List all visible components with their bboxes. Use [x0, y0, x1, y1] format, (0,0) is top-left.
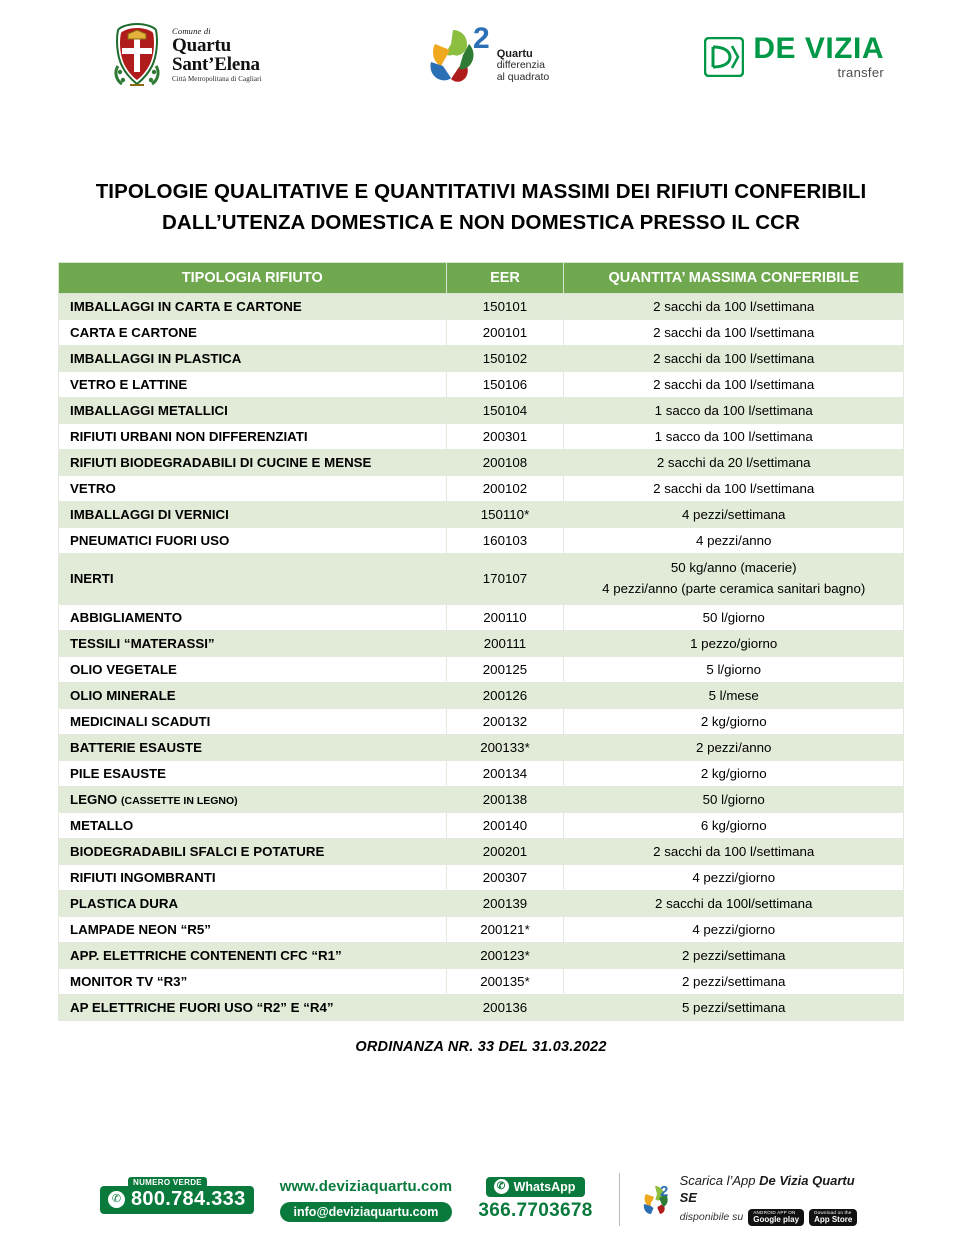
table-row [59, 656, 904, 682]
cell-eer: 200126 [446, 682, 564, 708]
numero-verde-label: NUMERO VERDE [128, 1177, 207, 1188]
cell-quantita: 2 pezzi/settimana [564, 942, 904, 968]
cell-eer: 150106 [446, 372, 564, 398]
website-link[interactable]: www.deviziaquartu.com [279, 1177, 453, 1195]
cell-eer: 150101 [446, 294, 564, 320]
comune-line3: Sant’Elena [172, 54, 260, 76]
cell-quantita: 5 l/giorno [564, 656, 904, 682]
table-row [59, 346, 904, 372]
cell-tipologia: VETRO [59, 476, 447, 502]
app-promo-name: De Vizia Quartu SE [679, 1173, 855, 1205]
cell-tipologia: MONITOR TV “R3” [59, 968, 447, 994]
whatsapp-icon: ✆ [494, 1179, 509, 1194]
table-row [59, 708, 904, 734]
devizia-tagline: transfer [837, 65, 884, 80]
cell-quantita: 5 pezzi/settimana [564, 994, 904, 1020]
cell-eer: 200123* [446, 942, 564, 968]
cell-quantita: 2 kg/giorno [564, 708, 904, 734]
cell-quantita: 1 sacco da 100 l/settimana [564, 424, 904, 450]
cell-eer: 200121* [446, 916, 564, 942]
cell-quantita: 50 l/giorno [564, 604, 904, 630]
cell-quantita: 2 sacchi da 100 l/settimana [564, 346, 904, 372]
cell-quantita: 2 sacchi da 100 l/settimana [564, 838, 904, 864]
page-title: TIPOLOGIE QUALITATIVE E QUANTITATIVI MASSIMI DEI RIFIUTI CONFERIBILI DALL’UTENZA DOMESTICA E NON DOMESTICA PRESSO IL CCR [95, 180, 867, 235]
cell-quantita: 2 sacchi da 100 l/settimana [564, 372, 904, 398]
col-header-quantita: QUANTITA’ MASSIMA CONFERIBILE [564, 263, 904, 294]
cell-tipologia: PLASTICA DURA [59, 890, 447, 916]
cell-tipologia: PILE ESAUSTE [59, 760, 447, 786]
table-row [59, 528, 904, 554]
comune-line2: Quartu [172, 34, 231, 56]
cell-quantita: 4 pezzi/giorno [564, 864, 904, 890]
table-row [59, 968, 904, 994]
cell-eer: 200136 [446, 994, 564, 1020]
cell-tipologia: TESSILI “MATERASSI” [59, 630, 447, 656]
table-row [59, 450, 904, 476]
cell-tipologia: IMBALLAGGI IN PLASTICA [59, 346, 447, 372]
cell-quantita-line2: 4 pezzi/anno (parte ceramica sanitari bagno) [602, 580, 866, 596]
cell-quantita: 2 sacchi da 20 l/settimana [564, 450, 904, 476]
table-header-row [59, 263, 904, 294]
email-link[interactable]: info@deviziaquartu.com [280, 1202, 453, 1222]
ordinanza-text: ORDINANZA NR. 33 DEL 31.03.2022 [355, 1038, 607, 1055]
cell-eer: 200140 [446, 812, 564, 838]
cell-tipologia: MEDICINALI SCADUTI [59, 708, 447, 734]
cell-tipologia: METALLO [59, 812, 447, 838]
table-row [59, 604, 904, 630]
whatsapp-label: WhatsApp [513, 1179, 576, 1194]
google-play-badge[interactable] [748, 1209, 804, 1226]
table-row [59, 890, 904, 916]
waste-types-table-wrap [58, 262, 902, 1020]
cell-eer: 200110 [446, 604, 564, 630]
quartu-differenzia-logo-icon [417, 22, 491, 94]
cell-eer: 150102 [446, 346, 564, 372]
waste-types-table [58, 262, 904, 1020]
cell-quantita: 5 l/mese [564, 682, 904, 708]
cell-quantita-line1: 50 kg/anno (macerie) [670, 560, 797, 576]
table-row [59, 916, 904, 942]
city-crest-icon [110, 22, 164, 88]
cell-quantita: 1 sacco da 100 l/settimana [564, 398, 904, 424]
table-row [59, 424, 904, 450]
cell-tipologia-note: (CASSETTE IN LEGNO) [120, 794, 238, 807]
cell-eer: 200307 [446, 864, 564, 890]
document-header [0, 0, 962, 120]
quartu-differenzia-small-icon [638, 1183, 672, 1217]
cell-eer: 200301 [446, 424, 564, 450]
table-row [59, 734, 904, 760]
cell-eer: 160103 [446, 528, 564, 554]
app-store-label: App Store [814, 1214, 853, 1224]
cell-tipologia [59, 786, 447, 812]
cell-quantita: 2 kg/giorno [564, 760, 904, 786]
cell-eer: 200132 [446, 708, 564, 734]
de-vizia-logo-icon [704, 37, 744, 77]
cell-tipologia: IMBALLAGGI METALLICI [59, 398, 447, 424]
cell-quantita: 4 pezzi/giorno [564, 916, 904, 942]
devizia-name: DE VIZIA [753, 32, 884, 65]
cell-eer: 200102 [446, 476, 564, 502]
table-row [59, 294, 904, 320]
cell-tipologia: APP. ELETTRICHE CONTENENTI CFC “R1” [59, 942, 447, 968]
table-row [59, 554, 904, 604]
table-row [59, 398, 904, 424]
cell-quantita: 50 l/giorno [564, 786, 904, 812]
q2-line1: Quartu [496, 48, 533, 60]
svg-text:2: 2 [472, 22, 490, 55]
cell-tipologia-main: LEGNO [70, 791, 118, 807]
comune-line4: Città Metropolitana di Cagliari [172, 74, 262, 83]
cell-tipologia: INERTI [59, 554, 447, 604]
table-row [59, 838, 904, 864]
footer-whatsapp [478, 1177, 592, 1222]
cell-tipologia: IMBALLAGGI IN CARTA E CARTONE [59, 294, 447, 320]
cell-tipologia: OLIO MINERALE [59, 682, 447, 708]
cell-tipologia: RIFIUTI BIODEGRADABILI DI CUCINE E MENSE [59, 450, 447, 476]
whatsapp-number: 366.7703678 [478, 1200, 593, 1222]
q2-line3: al quadrato [496, 71, 550, 84]
q2-line2: differenzia [496, 59, 545, 72]
svg-text:2: 2 [659, 1182, 668, 1200]
cell-quantita: 2 sacchi da 100 l/settimana [564, 320, 904, 346]
table-row [59, 320, 904, 346]
document-footer [0, 1173, 962, 1226]
col-header-tipologia: TIPOLOGIA RIFIUTO [59, 263, 447, 294]
table-row [59, 502, 904, 528]
cell-eer: 200111 [446, 630, 564, 656]
cell-quantita [564, 554, 904, 604]
cell-quantita: 2 sacchi da 100l/settimana [564, 890, 904, 916]
cell-tipologia: CARTA E CARTONE [59, 320, 447, 346]
cell-eer: 150110* [446, 502, 564, 528]
cell-quantita: 2 sacchi da 100 l/settimana [564, 476, 904, 502]
comune-line1: Comune di [172, 26, 211, 37]
cell-eer: 200201 [446, 838, 564, 864]
app-promo-prefix: Scarica l’App [679, 1173, 760, 1189]
phone-icon: ✆ [108, 1191, 125, 1208]
cell-eer: 200108 [446, 450, 564, 476]
cell-quantita: 2 sacchi da 100 l/settimana [564, 294, 904, 320]
col-header-eer: EER [446, 263, 564, 294]
cell-eer: 150104 [446, 398, 564, 424]
devizia-logo [704, 34, 884, 79]
table-row [59, 476, 904, 502]
app-store-small: Download on the [814, 1209, 852, 1215]
cell-tipologia: BIODEGRADABILI SFALCI E POTATURE [59, 838, 447, 864]
cell-tipologia: IMBALLAGGI DI VERNICI [59, 502, 447, 528]
table-row [59, 760, 904, 786]
cell-tipologia: RIFIUTI INGOMBRANTI [59, 864, 447, 890]
cell-tipologia: AP ELETTRICHE FUORI USO “R2” E “R4” [59, 994, 447, 1020]
cell-tipologia: ABBIGLIAMENTO [59, 604, 447, 630]
footer-web-contacts [280, 1178, 453, 1222]
cell-quantita: 4 pezzi/anno [564, 528, 904, 554]
table-row [59, 942, 904, 968]
table-row [59, 786, 904, 812]
app-promo-available: disponibile su [679, 1210, 744, 1223]
table-row [59, 812, 904, 838]
cell-quantita: 2 pezzi/settimana [564, 968, 904, 994]
cell-eer: 200138 [446, 786, 564, 812]
cell-tipologia: VETRO E LATTINE [59, 372, 447, 398]
footer-app-promo [619, 1173, 862, 1226]
comune-logo [110, 22, 262, 88]
cell-quantita: 2 pezzi/anno [564, 734, 904, 760]
cell-tipologia: RIFIUTI URBANI NON DIFFERENZIATI [59, 424, 447, 450]
cell-eer: 200125 [446, 656, 564, 682]
table-row [59, 372, 904, 398]
cell-tipologia: BATTERIE ESAUSTE [59, 734, 447, 760]
cell-eer: 200133* [446, 734, 564, 760]
cell-eer: 200101 [446, 320, 564, 346]
cell-eer: 170107 [446, 554, 564, 604]
table-row [59, 994, 904, 1020]
cell-tipologia: PNEUMATICI FUORI USO [59, 528, 447, 554]
cell-eer: 200135* [446, 968, 564, 994]
footer-numero-verde [100, 1177, 254, 1214]
table-row [59, 682, 904, 708]
cell-quantita: 6 kg/giorno [564, 812, 904, 838]
google-play-label: Google play [753, 1214, 800, 1224]
quartu-differenzia-logo [417, 22, 550, 94]
cell-eer: 200134 [446, 760, 564, 786]
cell-eer: 200139 [446, 890, 564, 916]
cell-tipologia: LAMPADE NEON “R5” [59, 916, 447, 942]
numero-verde-number: 800.784.333 [131, 1187, 246, 1210]
table-row [59, 630, 904, 656]
cell-quantita: 1 pezzo/giorno [564, 630, 904, 656]
google-play-small: ANDROID APP ON [753, 1209, 796, 1215]
cell-quantita: 4 pezzi/settimana [564, 502, 904, 528]
table-row [59, 864, 904, 890]
app-store-badge[interactable] [809, 1209, 857, 1226]
cell-tipologia: OLIO VEGETALE [59, 656, 447, 682]
